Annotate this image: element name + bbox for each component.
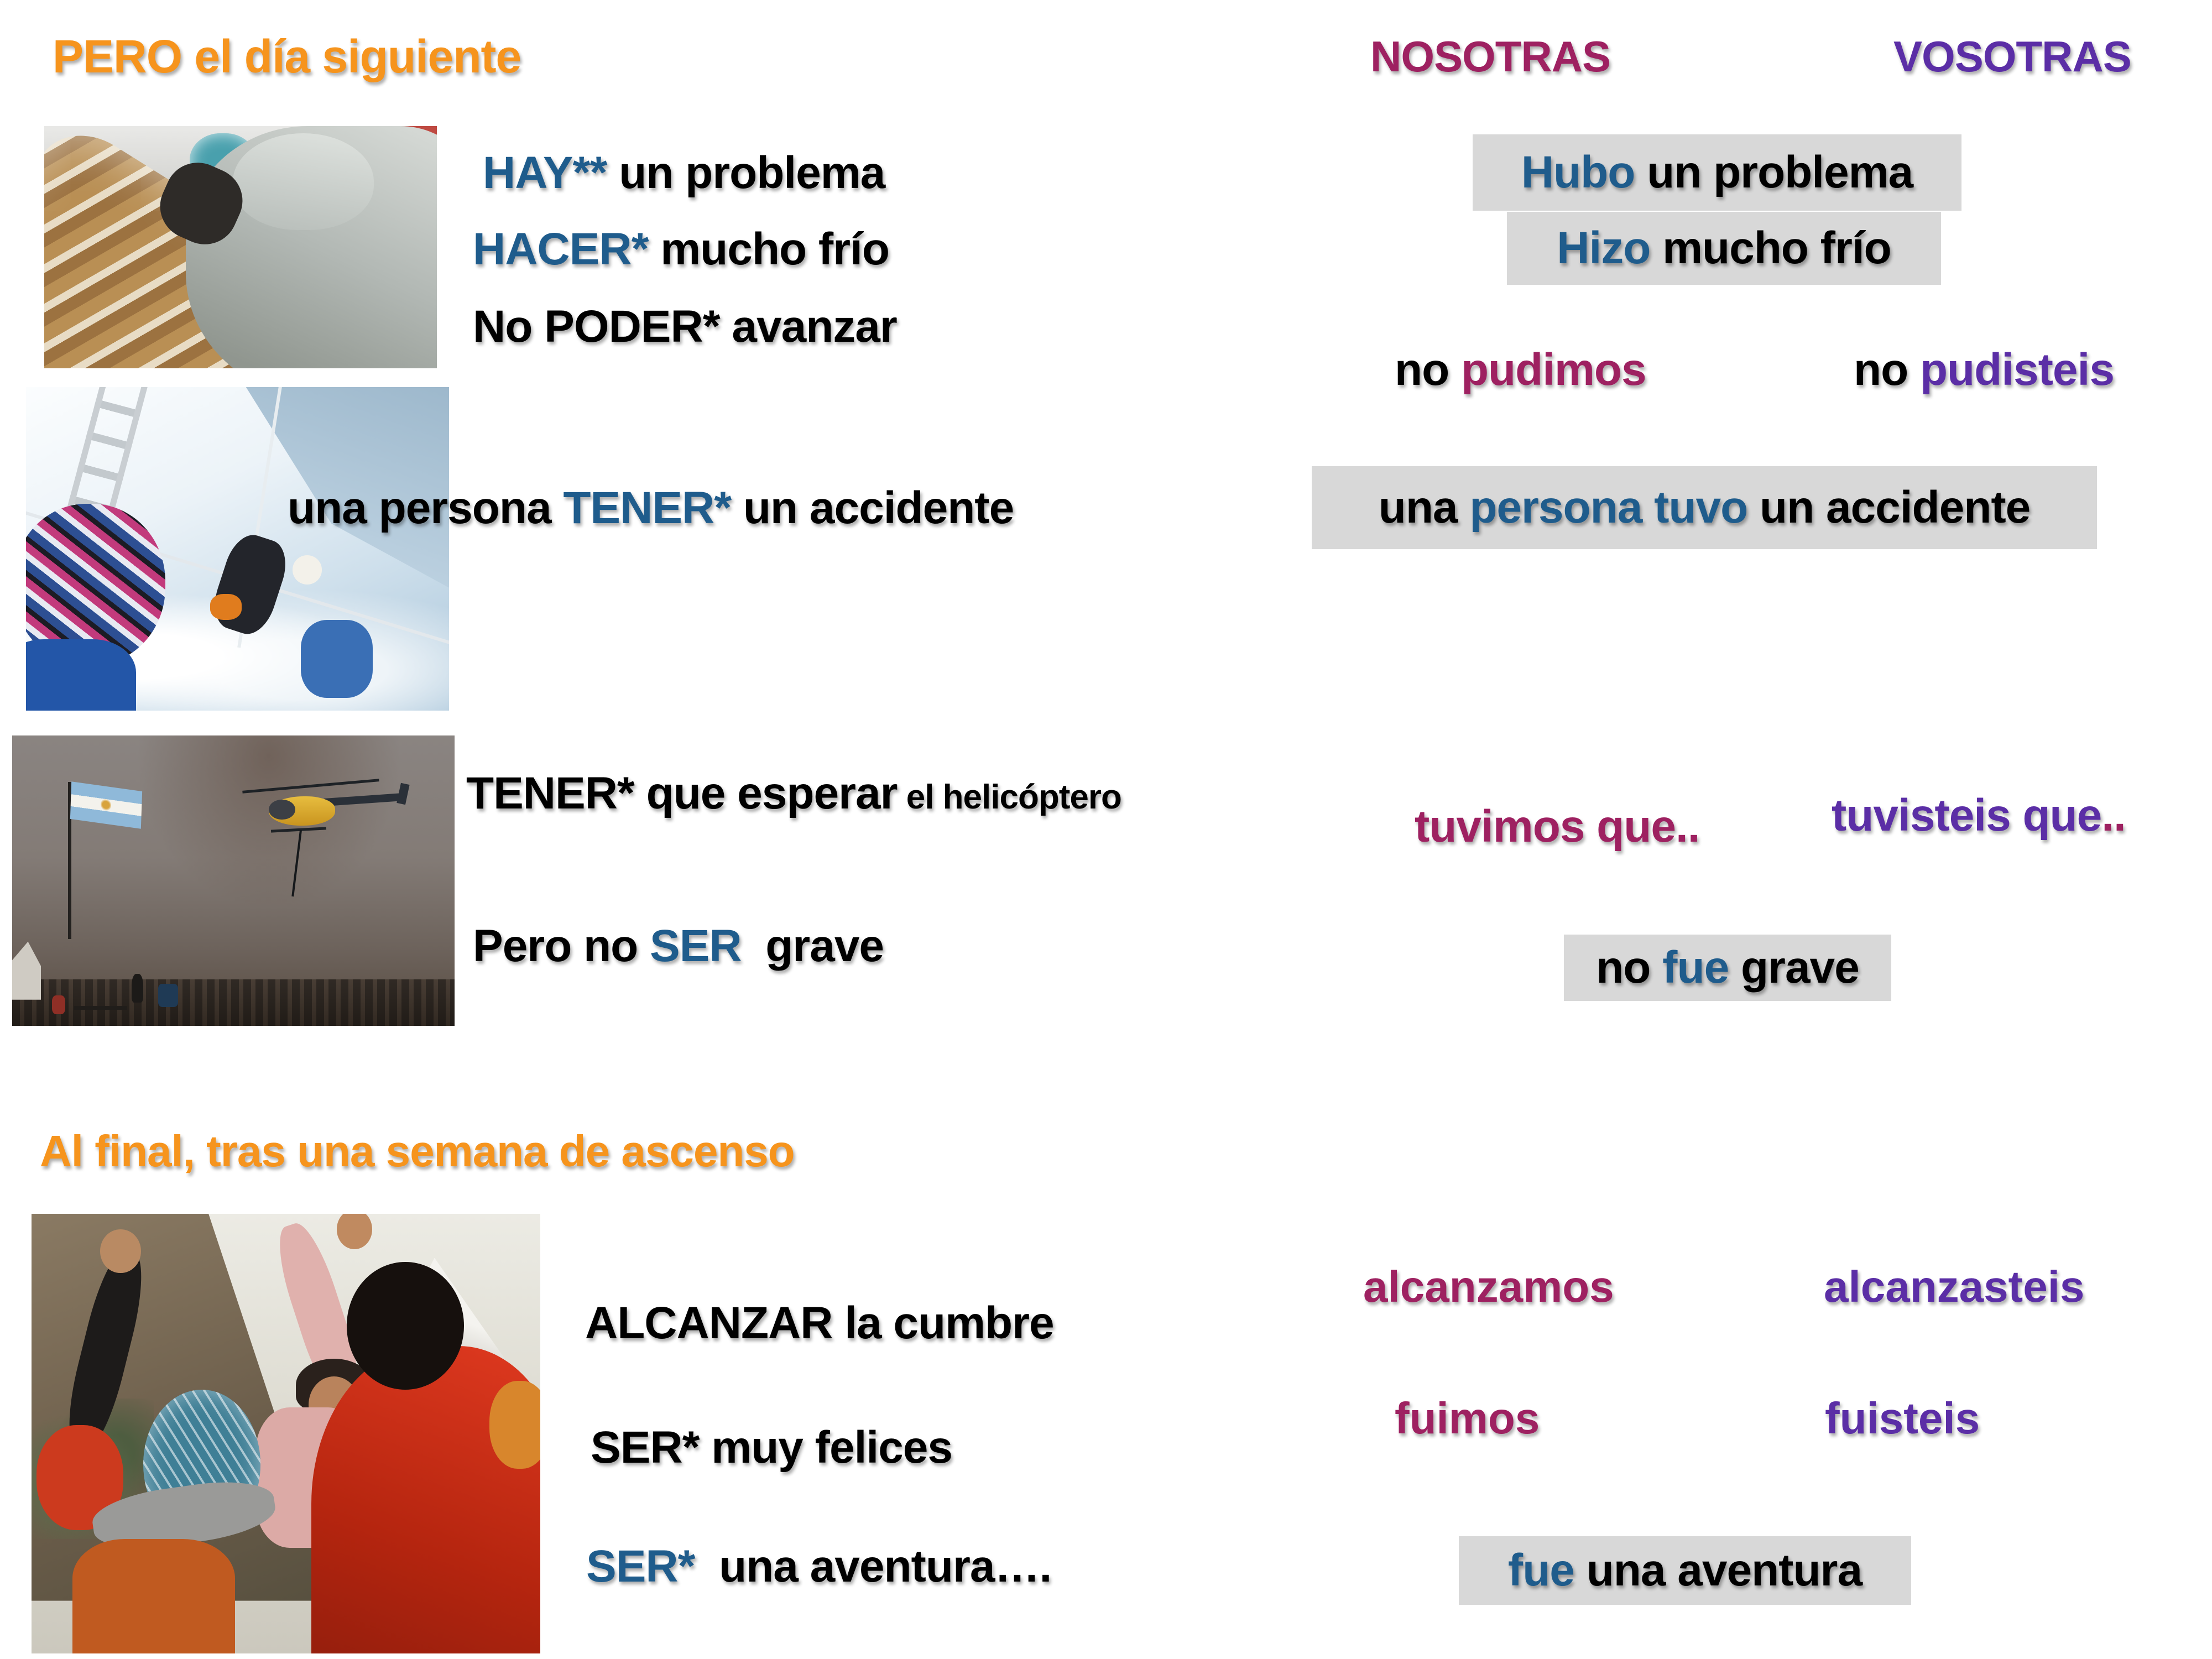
verb-hizo: Hizo	[1557, 222, 1651, 273]
raised-fist	[100, 1229, 141, 1274]
verb-fue: fue	[1662, 942, 1729, 993]
verb-ser-2: SER*	[586, 1541, 695, 1592]
verb-tuvo: persona tuvo	[1469, 482, 1748, 533]
red-gear	[52, 995, 65, 1014]
phrase-alcanzar-la-cumbre: ALCANZAR la cumbre	[585, 1298, 1054, 1348]
answer-fuimos: fuimos	[1395, 1394, 1540, 1443]
person-silhouette	[132, 974, 143, 1003]
phrase-tener-que-esperar: TENER* que esperar el helicóptero	[466, 768, 1121, 818]
answer-fue-una-aventura: fue una aventura	[1459, 1536, 1911, 1605]
column-header-vosotras: VOSOTRAS	[1893, 32, 2131, 81]
phrase-hacer-mucho-frio: HACER* mucho frío	[473, 224, 889, 274]
phrase-pero-no-ser-grave: Pero no SER grave	[473, 921, 884, 971]
answer-una-persona-tuvo: una persona tuvo un accidente	[1312, 466, 2097, 549]
blue-shoulder	[26, 639, 136, 711]
phrase-una-persona-tener: una persona TENER* un accidente	[288, 483, 1014, 533]
phrase-ser-una-aventura: SER* una aventura….	[586, 1541, 1052, 1592]
verb-ser: SER	[650, 921, 742, 971]
rocky-ground	[12, 979, 455, 1026]
argentina-flag	[70, 781, 142, 829]
wooden-bench	[74, 1006, 127, 1010]
section2-title: Al final, tras una semana de ascenso	[40, 1126, 795, 1176]
climber-white-cap	[293, 555, 322, 585]
answer-no-pudisteis: no pudisteis	[1854, 345, 2114, 395]
helicopter-cockpit	[269, 800, 295, 820]
answer-no-fue-grave: no fue grave	[1564, 935, 1891, 1001]
gray-hood	[233, 133, 374, 230]
answer-fuisteis: fuisteis	[1825, 1394, 1980, 1443]
flag-sun	[100, 799, 111, 811]
climber-blue-jacket	[301, 620, 373, 697]
phrase-hay-un-problema: HAY** un problema	[483, 148, 885, 198]
fog-mountain	[136, 735, 401, 910]
phrase-no-poder-avanzar: No PODER* avanzar	[473, 301, 897, 352]
verb-hubo: Hubo	[1521, 147, 1635, 197]
photo-helicopter-fog	[12, 735, 455, 1026]
tuvisteis-dots: ..	[2101, 790, 2126, 841]
orange-boot	[210, 594, 242, 620]
verb-tener: TENER*	[563, 483, 732, 533]
answer-no-pudimos: no pudimos	[1395, 345, 1646, 395]
verb-hay: HAY**	[483, 148, 607, 198]
verb-fue-2: fue	[1507, 1545, 1574, 1595]
phrase-ser-muy-felices: SER* muy felices	[591, 1422, 952, 1473]
answer-alcanzasteis: alcanzasteis	[1824, 1262, 2085, 1311]
photo-hug-snowstorm	[44, 126, 437, 368]
answer-hizo-mucho-frio: Hizo mucho frío	[1507, 212, 1941, 285]
verb-pudisteis: pudisteis	[1919, 345, 2114, 395]
answer-alcanzamos: alcanzamos	[1363, 1262, 1614, 1311]
answer-tuvimos-que: tuvimos que..	[1415, 801, 1700, 852]
photo-icefall-ladder	[26, 387, 449, 711]
photo-summit-celebration	[32, 1214, 540, 1653]
verb-hacer: HACER*	[473, 224, 649, 274]
answer-hubo-un-problema: Hubo un problema	[1473, 134, 1961, 211]
dark-hair-right	[347, 1262, 464, 1390]
section1-title: PERO el día siguiente	[53, 30, 521, 82]
orange-jacket	[72, 1539, 235, 1653]
raised-hand	[337, 1214, 372, 1249]
blue-barrel	[158, 984, 178, 1007]
orange-headscarf	[489, 1381, 540, 1469]
tent-hut	[12, 942, 41, 1000]
answer-tuvisteis-que: tuvisteis que..	[1832, 790, 2126, 841]
verb-pudimos: pudimos	[1460, 345, 1646, 395]
column-header-nosotras: NOSOTRAS	[1370, 32, 1611, 81]
